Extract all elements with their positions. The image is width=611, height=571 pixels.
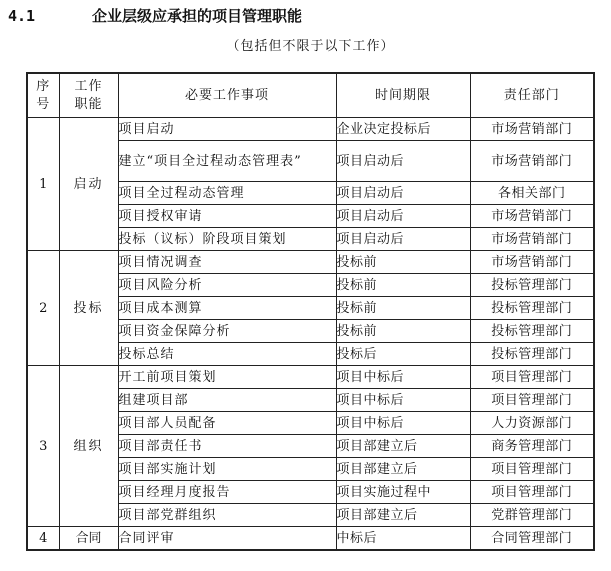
time-cell: 投标后 — [336, 343, 470, 366]
header-func — [59, 73, 118, 118]
time-cell: 投标前 — [336, 251, 470, 274]
dept-cell: 合同管理部门 — [470, 527, 594, 551]
time-cell: 中标后 — [336, 527, 470, 551]
dept-cell: 商务管理部门 — [470, 435, 594, 458]
header-time: 时间期限 — [336, 73, 470, 118]
task-cell: 项目部人员配备 — [118, 412, 336, 435]
header-seq-line2: 号 — [36, 96, 51, 112]
time-cell: 项目部建立后 — [336, 458, 470, 481]
task-cell: 合同评审 — [118, 527, 336, 551]
task-cell: 开工前项目策划 — [118, 366, 336, 389]
time-cell: 项目部建立后 — [336, 435, 470, 458]
time-cell: 项目中标后 — [336, 366, 470, 389]
dept-cell: 项目管理部门 — [470, 366, 594, 389]
task-cell: 投标总结 — [118, 343, 336, 366]
header-seq — [27, 73, 59, 118]
time-cell: 项目中标后 — [336, 412, 470, 435]
task-cell: 项目成本测算 — [118, 297, 336, 320]
time-cell: 项目实施过程中 — [336, 481, 470, 504]
task-cell: 项目情况调查 — [118, 251, 336, 274]
header-row — [27, 73, 594, 118]
task-cell: 建立“项目全过程动态管理表” — [118, 141, 336, 182]
task-cell: 项目经理月度报告 — [118, 481, 336, 504]
dept-cell: 投标管理部门 — [470, 343, 594, 366]
time-cell: 投标前 — [336, 274, 470, 297]
group-seq: 1 — [27, 118, 59, 251]
task-cell: 投标（议标）阶段项目策划 — [118, 228, 336, 251]
time-cell: 项目部建立后 — [336, 504, 470, 527]
dept-cell: 市场营销部门 — [470, 251, 594, 274]
dept-cell: 市场营销部门 — [470, 205, 594, 228]
task-cell: 项目授权审请 — [118, 205, 336, 228]
task-cell: 项目全过程动态管理 — [118, 182, 336, 205]
dept-cell: 项目管理部门 — [470, 481, 594, 504]
task-cell: 组建项目部 — [118, 389, 336, 412]
group-function: 启动 — [59, 118, 118, 251]
group-seq: 3 — [27, 366, 59, 527]
dept-cell: 人力资源部门 — [470, 412, 594, 435]
section-title: 企业层级应承担的项目管理职能 — [92, 7, 303, 25]
time-cell: 项目启动后 — [336, 228, 470, 251]
time-cell: 项目启动后 — [336, 182, 470, 205]
group-function: 合同 — [59, 527, 118, 551]
dept-cell: 投标管理部门 — [470, 297, 594, 320]
dept-cell: 党群管理部门 — [470, 504, 594, 527]
dept-cell: 市场营销部门 — [470, 228, 594, 251]
header-task: 必要工作事项 — [118, 73, 336, 118]
time-cell: 项目中标后 — [336, 389, 470, 412]
time-cell: 企业决定投标后 — [336, 118, 470, 141]
section-heading — [8, 4, 302, 28]
header-seq-line1: 序 — [36, 78, 51, 94]
dept-cell: 投标管理部门 — [470, 274, 594, 297]
functions-table — [26, 72, 595, 551]
table-row — [27, 527, 594, 551]
table-row — [27, 251, 594, 274]
dept-cell: 投标管理部门 — [470, 320, 594, 343]
task-cell: 项目资金保障分析 — [118, 320, 336, 343]
group-function: 投标 — [59, 251, 118, 366]
time-cell: 投标前 — [336, 297, 470, 320]
task-cell: 项目启动 — [118, 118, 336, 141]
table-row — [27, 118, 594, 141]
group-seq: 4 — [27, 527, 59, 551]
header-dept: 责任部门 — [470, 73, 594, 118]
task-cell: 项目部责任书 — [118, 435, 336, 458]
task-cell: 项目部党群组织 — [118, 504, 336, 527]
dept-cell: 项目管理部门 — [470, 458, 594, 481]
time-cell: 项目启动后 — [336, 205, 470, 228]
subtitle: （包括但不限于以下工作） — [226, 39, 395, 54]
task-cell: 项目风险分析 — [118, 274, 336, 297]
time-cell: 投标前 — [336, 320, 470, 343]
dept-cell: 项目管理部门 — [470, 389, 594, 412]
header-func-line1: 工作 — [74, 78, 103, 94]
group-function: 组织 — [59, 366, 118, 527]
header-func-line2: 职能 — [74, 96, 103, 112]
section-number: 4.1 — [8, 7, 36, 25]
time-cell: 项目启动后 — [336, 141, 470, 182]
dept-cell: 市场营销部门 — [470, 141, 594, 182]
group-seq: 2 — [27, 251, 59, 366]
task-cell: 项目部实施计划 — [118, 458, 336, 481]
dept-cell: 各相关部门 — [470, 182, 594, 205]
table-row — [27, 366, 594, 389]
dept-cell: 市场营销部门 — [470, 118, 594, 141]
